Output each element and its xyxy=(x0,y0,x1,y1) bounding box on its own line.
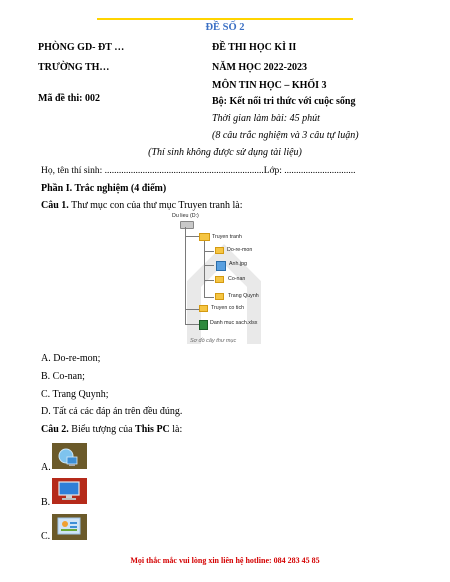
tree-folder-truyen-co-tich: Truyen co tich xyxy=(211,305,245,311)
tree-branch xyxy=(185,309,199,310)
section-1-heading: Phần I. Trắc nghiệm (4 điểm) xyxy=(41,183,167,194)
computer-icon[interactable] xyxy=(52,478,87,504)
folder-icon xyxy=(199,305,208,312)
exam-structure: (8 câu trắc nghiệm và 3 câu tự luận) xyxy=(212,130,359,141)
exam-code: Mã đề thi: 002 xyxy=(38,93,100,104)
tree-line-root xyxy=(185,310,186,325)
folder-icon xyxy=(215,293,224,300)
figure-caption: Sơ đồ cây thư mục xyxy=(190,338,237,344)
exam-title: ĐỀ SỐ 2 xyxy=(205,22,245,33)
tree-item-do-re-mon: Do-re-mon xyxy=(227,247,253,253)
department-name: PHÒNG GD- ĐT … xyxy=(38,42,125,53)
q1-option-b[interactable]: B. Co-nan; xyxy=(41,371,85,382)
question-2-bold: This PC xyxy=(135,424,170,435)
school-name: TRƯỜNG TH… xyxy=(38,62,110,73)
drive-icon xyxy=(180,221,194,229)
image-file-icon xyxy=(216,261,226,271)
question-2-text-before: Biểu tượng của xyxy=(71,424,136,435)
question-1-text: Thư mục con của thư mục Truyen tranh là: xyxy=(71,200,243,211)
footer-hotline: Mọi thắc mắc vui lòng xin liên hệ hotline: 084 283 45 85 xyxy=(130,556,320,565)
tree-branch xyxy=(185,236,199,237)
question-2-text-after: là: xyxy=(169,424,183,435)
tree-file-danh-muc-sach: Danh muc sach.xlsx xyxy=(210,320,258,326)
tree-item-trang-quynh: Trang Quynh xyxy=(228,293,259,299)
control-panel-icon[interactable] xyxy=(52,514,87,540)
question-1 xyxy=(41,200,243,211)
tree-folder-truyen-tranh: Truyen tranh xyxy=(212,234,242,240)
excel-file-icon xyxy=(199,320,208,330)
tree-branch xyxy=(204,265,214,266)
q2-option-c[interactable]: C. xyxy=(41,531,51,542)
q1-option-a[interactable]: A. Do-re-mon; xyxy=(41,353,101,364)
folder-icon xyxy=(215,247,224,254)
q1-option-d[interactable]: D. Tất cả các đáp án trên đều đúng. xyxy=(41,406,183,417)
exam-duration: Thời gian làm bài: 45 phút xyxy=(212,113,320,124)
q2-option-a[interactable]: A. xyxy=(41,462,51,473)
q2-option-b[interactable]: B. xyxy=(41,497,51,508)
question-2-label: Câu 2. xyxy=(41,424,69,435)
student-info-line: Họ, tên thí sinh: ...................................................................Lớp: .............................. xyxy=(41,166,356,176)
folder-icon xyxy=(199,233,210,241)
folder-icon xyxy=(215,276,224,283)
tree-item-anh: Anh.jpg xyxy=(229,261,247,267)
question-2 xyxy=(41,424,182,435)
textbook-series: Bộ: Kết nối tri thức với cuộc sống xyxy=(212,96,356,107)
network-icon[interactable] xyxy=(52,443,87,469)
folder-tree-figure xyxy=(170,212,276,350)
tree-branch xyxy=(204,280,214,281)
tree-branch xyxy=(204,251,214,252)
tree-line-sub xyxy=(204,241,205,297)
question-1-label: Câu 1. xyxy=(41,200,69,211)
q1-option-c[interactable]: C. Trang Quynh; xyxy=(41,389,109,400)
exam-name: ĐỀ THI HỌC KÌ II xyxy=(212,42,297,53)
header-accent-line xyxy=(97,18,353,20)
tree-branch xyxy=(185,324,199,325)
no-materials-note: (Thí sinh không được sử dụng tài liệu) xyxy=(148,147,302,158)
subject: MÔN TIN HỌC – KHỐI 3 xyxy=(212,80,327,91)
tree-root-label: Du lieu (D:) xyxy=(172,213,199,219)
tree-item-co-nan: Co-nan xyxy=(228,276,246,282)
school-year: NĂM HỌC 2022-2023 xyxy=(212,62,307,73)
tree-line-root xyxy=(185,227,186,310)
tree-branch xyxy=(204,297,214,298)
